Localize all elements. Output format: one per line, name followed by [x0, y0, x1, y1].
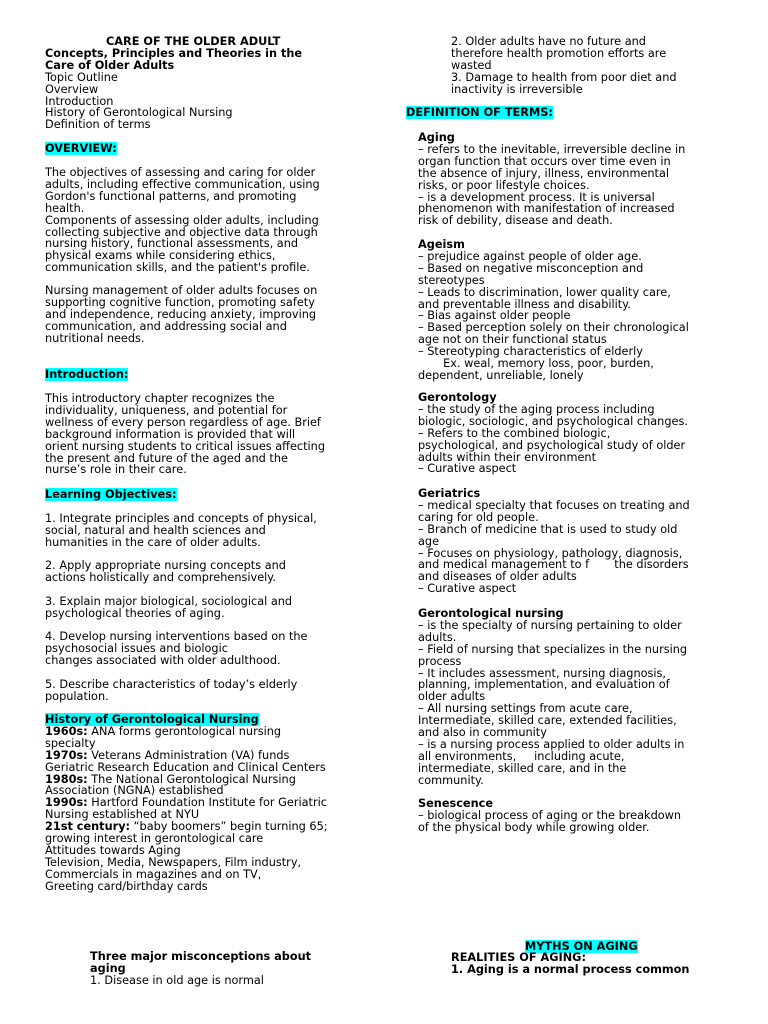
paragraph-line: nursing history, functional assessments, and: [45, 237, 299, 251]
paragraph-line: adults, including effective communication, using: [45, 177, 320, 191]
definition-line: – prejudice against people of older age.: [418, 249, 642, 263]
paragraph-line: social, natural and health sciences and: [45, 523, 266, 537]
misconception-item: wasted: [451, 58, 492, 72]
paragraph-line: individuality, uniqueness, and potential for: [45, 403, 288, 417]
misconception-item: 3. Damage to health from poor diet and: [451, 70, 677, 84]
definition-line: stereotypes: [418, 273, 485, 287]
definition-line: – Curative aspect: [418, 582, 517, 596]
objective-item: [45, 513, 363, 549]
paragraph-line: humanities in the care of older adults.: [45, 535, 261, 549]
definition-line: – refers to the inevitable, irreversible decline in: [418, 142, 686, 156]
paragraph-line: Gordon's functional patterns, and promoting: [45, 189, 297, 203]
paragraph-line: Geriatric Research Education and Clinical Centers: [45, 760, 326, 774]
term-title: Geriatrics: [418, 487, 481, 500]
definition-line: – is a nursing process applied to older adults in: [418, 737, 685, 751]
paragraph-line: psychological theories of aging.: [45, 606, 225, 620]
definition-line: process: [418, 654, 462, 668]
definition-line: caring for old people.: [418, 510, 539, 524]
definition-line: psychological, and psychological study of older: [418, 438, 686, 452]
introduction-heading: Introduction:: [45, 368, 129, 381]
definition-line: intermediate, skilled care, and in the: [418, 761, 627, 775]
misconception-item: 2. Older adults have no future and: [451, 35, 646, 48]
definition-line: risk of debility, disease and death.: [418, 214, 613, 228]
term-title: Gerontology: [418, 391, 497, 404]
introduction-paragraph: [45, 393, 363, 476]
paragraph-line: and independence, reducing anxiety, improving: [45, 307, 317, 321]
term-gerontology: [418, 392, 728, 475]
definition-line: – Stereotyping characteristics of elderly: [418, 345, 643, 359]
definition-line: phenomenon with manifestation of increased: [418, 202, 675, 216]
misconception-item: 1. Disease in old age is normal: [90, 973, 264, 987]
definition-line: the absence of injury, illness, environmental: [418, 166, 670, 180]
definition-line: and preventable illness and disability.: [418, 297, 631, 311]
term-gerontological-nursing: [418, 608, 728, 787]
definition-line: Ex. weal, memory loss, poor, burden,: [418, 357, 654, 371]
definition-line: – Refers to the combined biologic,: [418, 426, 611, 440]
paragraph-line: actions holistically and comprehensively.: [45, 570, 276, 584]
history-year: 1970s:: [45, 748, 88, 762]
term-ageism: [418, 239, 728, 382]
document-subtitle-line: Concepts, Principles and Theories in the: [45, 46, 303, 60]
paragraph-line: changes associated with older adulthood.: [45, 653, 281, 667]
paragraph-line: Nursing established at NYU: [45, 808, 200, 822]
definition-line: – All nursing settings from acute care,: [418, 702, 633, 716]
history-year: 1960s:: [45, 724, 88, 738]
history-entry: 1960s: ANA forms gerontological nursing: [45, 724, 282, 738]
history-entry: 1980s: The National Gerontological Nursing: [45, 772, 296, 786]
definition-line: – Focuses on physiology, pathology, diagnosis,: [418, 546, 683, 560]
paragraph-line: nutritional needs.: [45, 331, 145, 345]
document-title: CARE OF THE OLDER ADULT: [106, 35, 281, 48]
paragraph-line: health.: [45, 201, 85, 215]
paragraph-line: Greeting card/birthday cards: [45, 879, 208, 893]
outline-item: Overview: [45, 82, 99, 96]
definition-line: and also in community: [418, 726, 547, 740]
definition-line: adults within their environment: [418, 450, 597, 464]
introduction-heading-block: [45, 369, 363, 381]
misconceptions-heading: aging: [90, 961, 126, 975]
objective-item: [45, 631, 363, 667]
definition-line: – the study of the aging process including: [418, 402, 655, 416]
reality-item: 1. Aging is a normal process common: [451, 962, 690, 976]
paragraph-line: 2. Apply appropriate nursing concepts and: [45, 559, 286, 572]
definition-line: – Branch of medicine that is used to study old: [418, 522, 678, 536]
outline-item: Introduction: [45, 94, 114, 108]
misconception-item: therefore health promotion efforts are: [451, 46, 667, 60]
history-heading: History of Gerontological Nursing: [45, 713, 259, 726]
myths-heading: MYTHS ON AGING: [525, 940, 638, 953]
history-entry: 1990s: Hartford Foundation Institute for Geriatric: [45, 796, 327, 810]
history-year: 1980s:: [45, 772, 88, 786]
definition-line: – Field of nursing that specializes in the nursing: [418, 642, 688, 656]
definition-line: – Bias against older people: [418, 309, 571, 323]
paragraph-line: 1. Integrate principles and concepts of physical,: [45, 512, 317, 525]
objective-item: [45, 560, 363, 584]
term-aging: [418, 132, 728, 227]
outline-item: Topic Outline: [45, 70, 118, 84]
definition-line: – is a development process. It is universal: [418, 190, 655, 204]
misconceptions-continued: [451, 36, 761, 96]
paragraph-line: Attitudes towards Aging: [45, 843, 181, 857]
term-title: Ageism: [418, 238, 465, 251]
definition-line: – Curative aspect: [418, 462, 517, 476]
paragraph-line: Television, Media, Newspapers, Film industry,: [45, 855, 302, 869]
definition-line: older adults: [418, 690, 486, 704]
definition-line: – medical specialty that focuses on treating and: [418, 498, 690, 512]
paragraph-line: specialty: [45, 736, 96, 750]
document-subtitle-line: Care of Older Adults: [45, 58, 175, 72]
term-senescence: [418, 798, 728, 834]
definition-line: community.: [418, 773, 484, 787]
definition-line: – biological process of aging or the breakdown: [418, 808, 682, 822]
paragraph-line: The objectives of assessing and caring for older: [45, 166, 316, 179]
paragraph-line: Components of assessing older adults, including: [45, 213, 319, 227]
definition-line: biologic, sociologic, and psychological changes.: [418, 414, 688, 428]
overview-heading-block: [45, 143, 363, 155]
outline-item: History of Gerontological Nursing: [45, 106, 233, 120]
paragraph-line: 3. Explain major biological, sociological and: [45, 595, 293, 608]
definition-line: risks, or poor lifestyle choices.: [418, 178, 590, 192]
misconceptions-heading: Three major misconceptions about: [90, 950, 312, 963]
history-section: [45, 714, 363, 893]
objective-item: [45, 596, 363, 620]
term-geriatrics: [418, 488, 728, 595]
paragraph-line: communication skills, and the patient's profile.: [45, 261, 310, 275]
definition-line: – Based perception solely on their chronological: [418, 321, 689, 335]
misconception-item: inactivity is irreversible: [451, 82, 583, 96]
paragraph-line: nurse’s role in their care.: [45, 463, 187, 477]
overview-paragraph-1: [45, 167, 363, 274]
realities-heading: REALITIES OF AGING:: [451, 951, 586, 964]
definition-line: Intermediate, skilled care, extended facilities,: [418, 714, 677, 728]
outline-item: Definition of terms: [45, 118, 151, 132]
paragraph-line: background information is provided that will: [45, 427, 296, 441]
paragraph-line: physical exams while considering ethics,: [45, 249, 276, 263]
misconceptions-block: [90, 951, 408, 987]
paragraph-line: 5. Describe characteristics of today’s elderly: [45, 678, 298, 691]
title-block: [45, 36, 363, 131]
definition-line: of the physical body while growing older.: [418, 820, 650, 834]
definitions-heading: DEFINITION OF TERMS:: [406, 106, 553, 119]
definition-line: and medical management to f the disorders: [418, 558, 689, 572]
definition-line: organ function that occurs over time even in: [418, 154, 671, 168]
paragraph-line: Nursing management of older adults focuses on: [45, 284, 318, 297]
paragraph-line: psychosocial issues and biologic: [45, 641, 228, 655]
paragraph-line: collecting subjective and objective data through: [45, 225, 318, 239]
paragraph-line: growing interest in gerontological care: [45, 832, 264, 846]
objective-item: [45, 679, 363, 703]
term-title: Senescence: [418, 797, 493, 810]
definitions-heading-block: [406, 107, 716, 119]
definition-line: – It includes assessment, nursing diagnosis,: [418, 666, 667, 680]
objectives-heading-block: [45, 489, 363, 501]
definition-line: dependent, unreliable, lonely: [418, 368, 584, 382]
term-title: Gerontological nursing: [418, 607, 564, 620]
definition-line: and diseases of older adults: [418, 570, 577, 584]
paragraph-line: Association (NGNA) established: [45, 784, 224, 798]
overview-heading: OVERVIEW:: [45, 142, 117, 155]
definition-line: – Based on negative misconception and: [418, 261, 644, 275]
paragraph-line: orient nursing students to critical issues affecting: [45, 439, 326, 453]
definition-line: planning, implementation, and evaluation of: [418, 678, 670, 692]
paragraph-line: the present and future of the aged and the: [45, 451, 288, 465]
paragraph-line: population.: [45, 689, 109, 703]
paragraph-line: 4. Develop nursing interventions based on the: [45, 630, 308, 643]
history-entry: 21st century: “baby boomers” begin turning 65;: [45, 820, 328, 834]
term-title: Aging: [418, 131, 455, 144]
definition-line: age: [418, 534, 440, 548]
history-year: 1990s:: [45, 796, 88, 810]
definition-line: – Leads to discrimination, lower quality care,: [418, 285, 671, 299]
paragraph-line: Commercials in magazines and on TV,: [45, 867, 262, 881]
objectives-heading: Learning Objectives:: [45, 488, 177, 501]
definition-line: all environments, including acute,: [418, 749, 625, 763]
paragraph-line: communication, and addressing social and: [45, 319, 287, 333]
definition-line: adults.: [418, 630, 457, 644]
paragraph-line: This introductory chapter recognizes the: [45, 392, 275, 405]
history-entry: 1970s: Veterans Administration (VA) funds: [45, 748, 290, 762]
definition-line: – is the specialty of nursing pertaining to older: [418, 618, 682, 632]
realities-block: [451, 952, 761, 976]
history-year: 21st century:: [45, 820, 131, 834]
definition-line: age not on their functional status: [418, 333, 607, 347]
overview-paragraph-3: [45, 285, 363, 345]
paragraph-line: wellness of every person regardless of age. Brief: [45, 415, 321, 429]
paragraph-line: supporting cognitive function, promoting safety: [45, 295, 315, 309]
